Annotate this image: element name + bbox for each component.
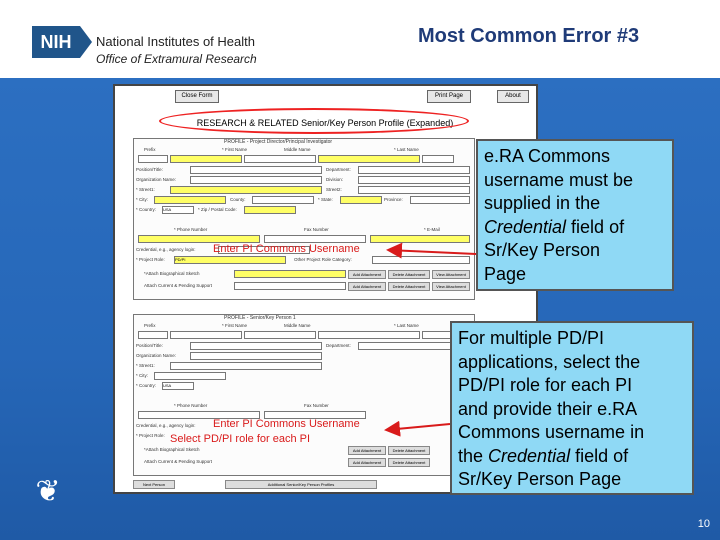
label-prefix: Prefix — [144, 323, 156, 328]
callout-line-pre: the — [458, 445, 489, 466]
label-last-name: * Last Name — [394, 323, 419, 328]
section-title: PROFILE - Project Director/Principal Investigator — [224, 139, 333, 145]
callout-line: and provide their e.RA — [458, 398, 638, 419]
label-middle-name: Middle Name — [284, 323, 311, 328]
label-position: Position/Title: — [136, 343, 163, 348]
nih-logo: NIH — [32, 26, 80, 58]
callout-line-rest: field of — [566, 216, 625, 237]
label-current-pending: Attach Current & Pending Support — [144, 459, 213, 464]
callout-commons-username — [476, 139, 674, 291]
callout-line: Commons username in — [458, 422, 645, 442]
label-county: County: — [230, 197, 246, 202]
view-attachment-button[interactable]: View Attachment — [432, 282, 470, 291]
label-phone: * Phone Number — [174, 403, 208, 408]
label-department: Department: — [326, 167, 351, 172]
label-project-role: * Project Role: — [136, 433, 165, 438]
page-number: 10 — [697, 518, 710, 530]
label-email: * E-Mail — [424, 227, 440, 232]
form-heading: RESEARCH & RELATED Senior/Key Person Profile (Expanded) — [196, 118, 454, 128]
add-attachment-button[interactable]: Add Attachment — [348, 446, 386, 455]
label-province: Province: — [384, 197, 403, 202]
callout-line: For multiple PD/PI — [458, 328, 605, 348]
callout-line: applications, select the — [458, 351, 641, 372]
add-attachment-button[interactable]: Add Attachment — [348, 458, 386, 467]
label-org-name: Organization Name: — [136, 177, 177, 182]
label-state: * State: — [318, 197, 333, 202]
arrow-to-credential-2 — [386, 424, 450, 430]
callout-multiple-pdpi — [450, 321, 694, 495]
print-page-button[interactable]: Print Page — [427, 90, 471, 103]
callout-line: Sr/Key Person Page — [458, 469, 622, 489]
label-first-name: * First Name — [222, 147, 248, 152]
close-form-button[interactable]: Close Form — [175, 90, 219, 103]
label-fax: Fax Number — [304, 227, 329, 232]
country-select[interactable]: USA — [162, 206, 194, 214]
callout-line — [458, 445, 686, 469]
label-credential: Credential, e.g., agency login: — [136, 423, 196, 428]
label-street1: * Street1: — [136, 187, 155, 192]
callout-line: PD/PI role for each PI — [458, 375, 633, 395]
label-phone: * Phone Number — [174, 227, 208, 232]
annotation-enter-pi-1: Enter PI Commons Username — [213, 243, 360, 255]
label-org-name: Organization Name: — [136, 353, 177, 358]
label-division: Division: — [326, 177, 344, 182]
section-title: PROFILE - Senior/Key Person 1 — [224, 315, 296, 321]
add-attachment-button[interactable]: Add Attachment — [348, 282, 386, 291]
callout-line: Page — [484, 263, 527, 284]
label-project-role: * Project Role: — [136, 257, 165, 262]
label-country: * Country: — [136, 207, 157, 212]
label-last-name: * Last Name — [394, 147, 419, 152]
label-country: * Country: — [136, 383, 157, 388]
next-person-button[interactable]: Next Person — [133, 480, 175, 489]
callout-line: Sr/Key Person — [484, 240, 601, 260]
hhs-eagle-icon: ❦ — [35, 475, 61, 508]
label-city: * City: — [136, 373, 149, 378]
label-street1: * Street1: — [136, 363, 155, 368]
label-biosketch: *Attach Biographical Sketch — [144, 447, 200, 452]
org-name: National Institutes of Health — [96, 34, 255, 49]
callout-line-rest: field of — [570, 445, 629, 466]
org-subtitle: Office of Extramural Research — [96, 52, 257, 66]
label-first-name: * First Name — [222, 323, 248, 328]
callout-line: username must be — [484, 169, 634, 190]
callout-line — [484, 216, 666, 240]
annotation-enter-pi-2: Enter PI Commons Username — [213, 418, 360, 430]
label-biosketch: *Attach Biographical Sketch — [144, 271, 200, 276]
country-select[interactable]: USA — [162, 382, 194, 390]
label-city: * City: — [136, 197, 149, 202]
label-position: Position/Title: — [136, 167, 163, 172]
project-role-select[interactable]: PD/PI — [174, 256, 286, 264]
slide-title: Most Common Error #3 — [418, 25, 640, 47]
arrow-to-credential-1 — [388, 250, 476, 254]
callout-line: e.RA Commons — [484, 146, 611, 166]
label-current-pending: Attach Current & Pending Support — [144, 283, 213, 288]
about-button[interactable]: About — [497, 90, 529, 103]
callout-line: supplied in the — [484, 193, 601, 213]
additional-profiles-button[interactable]: Additional Senior/Key Person Profiles — [225, 480, 377, 489]
delete-attachment-button[interactable]: Delete Attachment — [388, 282, 430, 291]
delete-attachment-button[interactable]: Delete Attachment — [388, 446, 430, 455]
label-fax: Fax Number — [304, 403, 329, 408]
annotation-select-role: Select PD/PI role for each PI — [170, 433, 311, 445]
add-attachment-button[interactable]: Add Attachment — [348, 270, 386, 279]
label-other-role: Other Project Role Category: — [294, 257, 352, 262]
credential-term: Credential — [484, 216, 567, 237]
credential-term: Credential — [488, 445, 571, 466]
delete-attachment-button[interactable]: Delete Attachment — [388, 458, 430, 467]
label-zip: * Zip / Postal Code: — [198, 207, 237, 212]
label-street2: Street2: — [326, 187, 342, 192]
label-middle-name: Middle Name — [284, 147, 311, 152]
view-attachment-button[interactable]: View Attachment — [432, 270, 470, 279]
label-department: Department: — [326, 343, 351, 348]
delete-attachment-button[interactable]: Delete Attachment — [388, 270, 430, 279]
label-prefix: Prefix — [144, 147, 156, 152]
label-credential: Credential, e.g., agency login: — [136, 247, 196, 252]
